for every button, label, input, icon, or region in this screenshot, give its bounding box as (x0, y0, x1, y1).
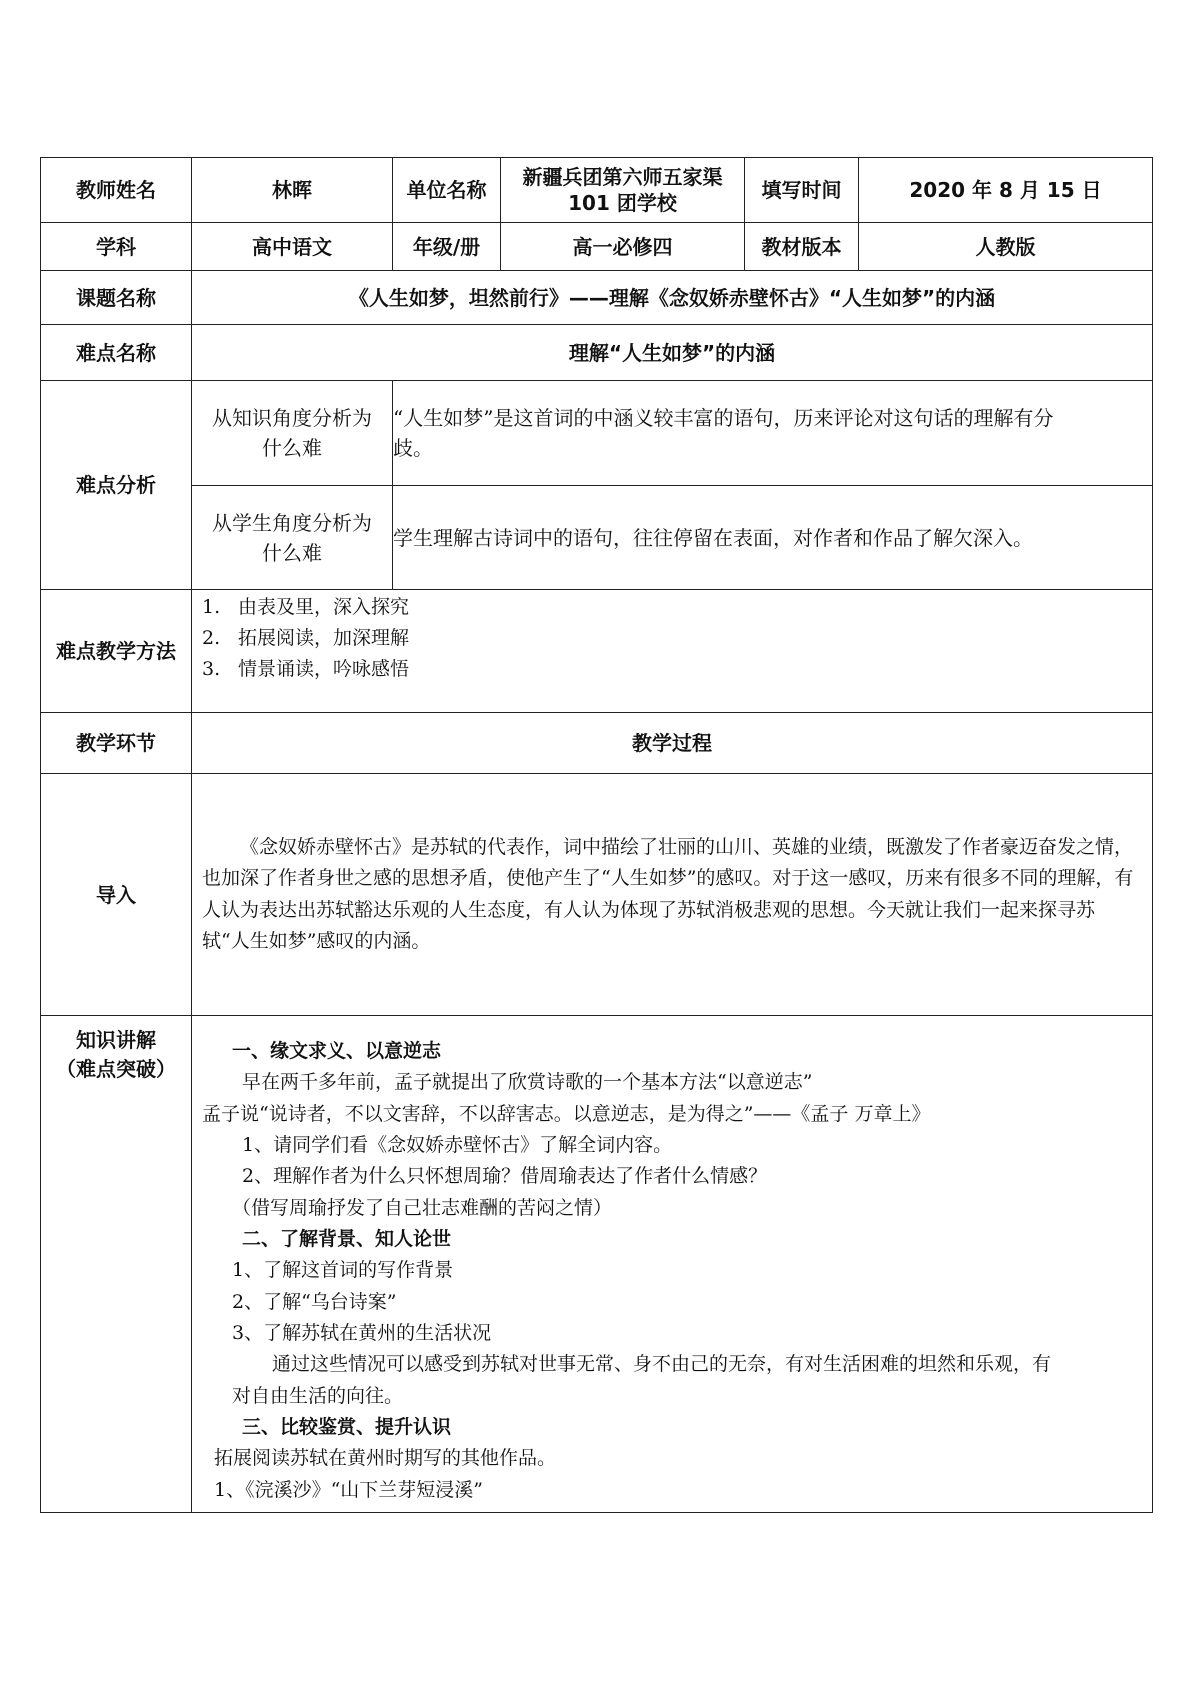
knowledge-text-line-2: 歧。 (393, 436, 433, 460)
section-2-line-5: 对自由生活的向往。 (232, 1384, 404, 1407)
section-1-line-1: 早在两千多年前，孟子就提出了欣赏诗歌的一个基本方法“以意逆志” (242, 1071, 813, 1094)
student-angle-text: 学生理解古诗词中的语句，往往停留在表面，对作者和作品了解欠深入。 (393, 486, 1153, 590)
section-1-line-4: 2、理解作者为什么只怀想周瑜？借周瑜表达了作者什么情感？ (242, 1165, 768, 1188)
knowledge-label-line-1: 知识讲解 (76, 1028, 156, 1052)
info-row-1 (41, 158, 1153, 223)
fill-date-value: 2020 年 8 月 15 日 (859, 158, 1153, 223)
lesson-plan-table (40, 157, 1153, 1513)
student-angle-line-1: 从学生角度分析为 (212, 510, 372, 535)
student-angle-label (192, 486, 393, 590)
section-2-line-1: 1、了解这首词的写作背景 (232, 1259, 454, 1282)
subject-value: 高中语文 (192, 223, 393, 271)
section-3-title: 三、比较鉴赏、提升认识 (242, 1416, 452, 1439)
info-row-2 (41, 223, 1153, 271)
teacher-name-label: 教师姓名 (41, 158, 192, 223)
section-2-line-4: 通过这些情况可以感受到苏轼对世事无常、身不由己的无奈，有对生活困难的坦然和乐观，有 (272, 1353, 1052, 1376)
section-2-line-2: 2、了解“乌台诗案” (232, 1290, 397, 1313)
section-1-line-3: 1、请同学们看《念奴娇赤壁怀古》了解全词内容。 (242, 1134, 673, 1157)
difficulty-label: 难点名称 (41, 325, 192, 381)
knowledge-text-line-1: “人生如梦”是这首词的中涵义较丰富的语句，历来评论对这句话的理解有分 (393, 406, 1054, 430)
student-angle-line-2: 什么难 (262, 540, 322, 565)
methods-item: 1. 由表及里，深入探究 (202, 596, 410, 618)
knowledge-angle-label (192, 381, 393, 486)
section-3-line-2: 1、《浣溪沙》“山下兰芽短浸溪” (214, 1478, 484, 1501)
section-1-line-5: （借写周瑜抒发了自己壮志难酬的苦闷之情） (232, 1196, 613, 1219)
methods-list (192, 590, 1152, 693)
intro-row (41, 774, 1153, 1016)
analysis-row-student (41, 486, 1153, 590)
process-header-row (41, 713, 1153, 774)
topic-value: 《人生如梦，坦然前行》——理解《念奴娇赤壁怀古》“人生如梦”的内涵 (192, 271, 1153, 325)
difficulty-value: 理解“人生如梦”的内涵 (192, 325, 1153, 381)
knowledge-angle-line-2: 什么难 (262, 436, 322, 460)
section-2-line-3: 3、了解苏轼在黄州的生活状况 (232, 1322, 492, 1345)
methods-item: 3. 情景诵读，吟咏感悟 (202, 657, 410, 680)
unit-name-value (501, 158, 745, 223)
methods-row (41, 590, 1153, 713)
unit-name-label: 单位名称 (393, 158, 501, 223)
process-label: 教学过程 (192, 713, 1153, 774)
subject-label: 学科 (41, 223, 192, 271)
analysis-row-knowledge (41, 381, 1153, 486)
knowledge-cell (192, 1016, 1153, 1513)
knowledge-body (192, 1016, 1152, 1506)
topic-row (41, 271, 1153, 325)
stage-label: 教学环节 (41, 713, 192, 774)
methods-cell (192, 590, 1153, 713)
knowledge-label-line-2: （难点突破） (56, 1057, 176, 1081)
methods-label: 难点教学方法 (41, 590, 192, 713)
fill-date-label: 填写时间 (745, 158, 859, 223)
grade-label: 年级/册 (393, 223, 501, 271)
knowledge-angle-line-1: 从知识角度分析为 (212, 406, 372, 430)
teacher-name-value: 林晖 (192, 158, 393, 223)
section-1-line-2: 孟子说“说诗者，不以文害辞，不以辞害志。以意逆志，是为得之”——《孟子 万章上》 (202, 1102, 931, 1125)
grade-value: 高一必修四 (501, 223, 745, 271)
section-3-line-1: 拓展阅读苏轼在黄州时期写的其他作品。 (214, 1447, 557, 1470)
knowledge-angle-text (393, 381, 1153, 486)
edition-label: 教材版本 (745, 223, 859, 271)
intro-cell (192, 774, 1153, 1016)
methods-item: 2. 拓展阅读，加深理解 (202, 626, 410, 649)
topic-label: 课题名称 (41, 271, 192, 325)
section-2-title: 二、了解背景、知人论世 (242, 1228, 452, 1251)
intro-text: 《念奴娇赤壁怀古》是苏轼的代表作，词中描绘了壮丽的山川、英雄的业绩，既激发了作者豪迈奋发之情，也加深了作者身世之感的思想矛盾，使他产生了“人生如梦”的感叹。对于这一感叹，历来有很多不同的理解，有人认为表达出苏轼豁达乐观的人生态度，有人认为体现了苏轼消极悲观的思想。今天就让我们一起来探寻苏轼“人生如梦”感叹的内涵。 (202, 836, 1134, 952)
analysis-label: 难点分析 (41, 381, 192, 590)
knowledge-row (41, 1016, 1153, 1513)
intro-label: 导入 (41, 774, 192, 1016)
unit-name-line-1: 新疆兵团第六师五家渠 (522, 165, 723, 189)
section-1-title: 一、缘文求义、以意逆志 (232, 1040, 442, 1062)
knowledge-label (41, 1016, 192, 1513)
unit-name-line-2: 101 团学校 (568, 191, 677, 215)
edition-value: 人教版 (859, 223, 1153, 271)
difficulty-row (41, 325, 1153, 381)
